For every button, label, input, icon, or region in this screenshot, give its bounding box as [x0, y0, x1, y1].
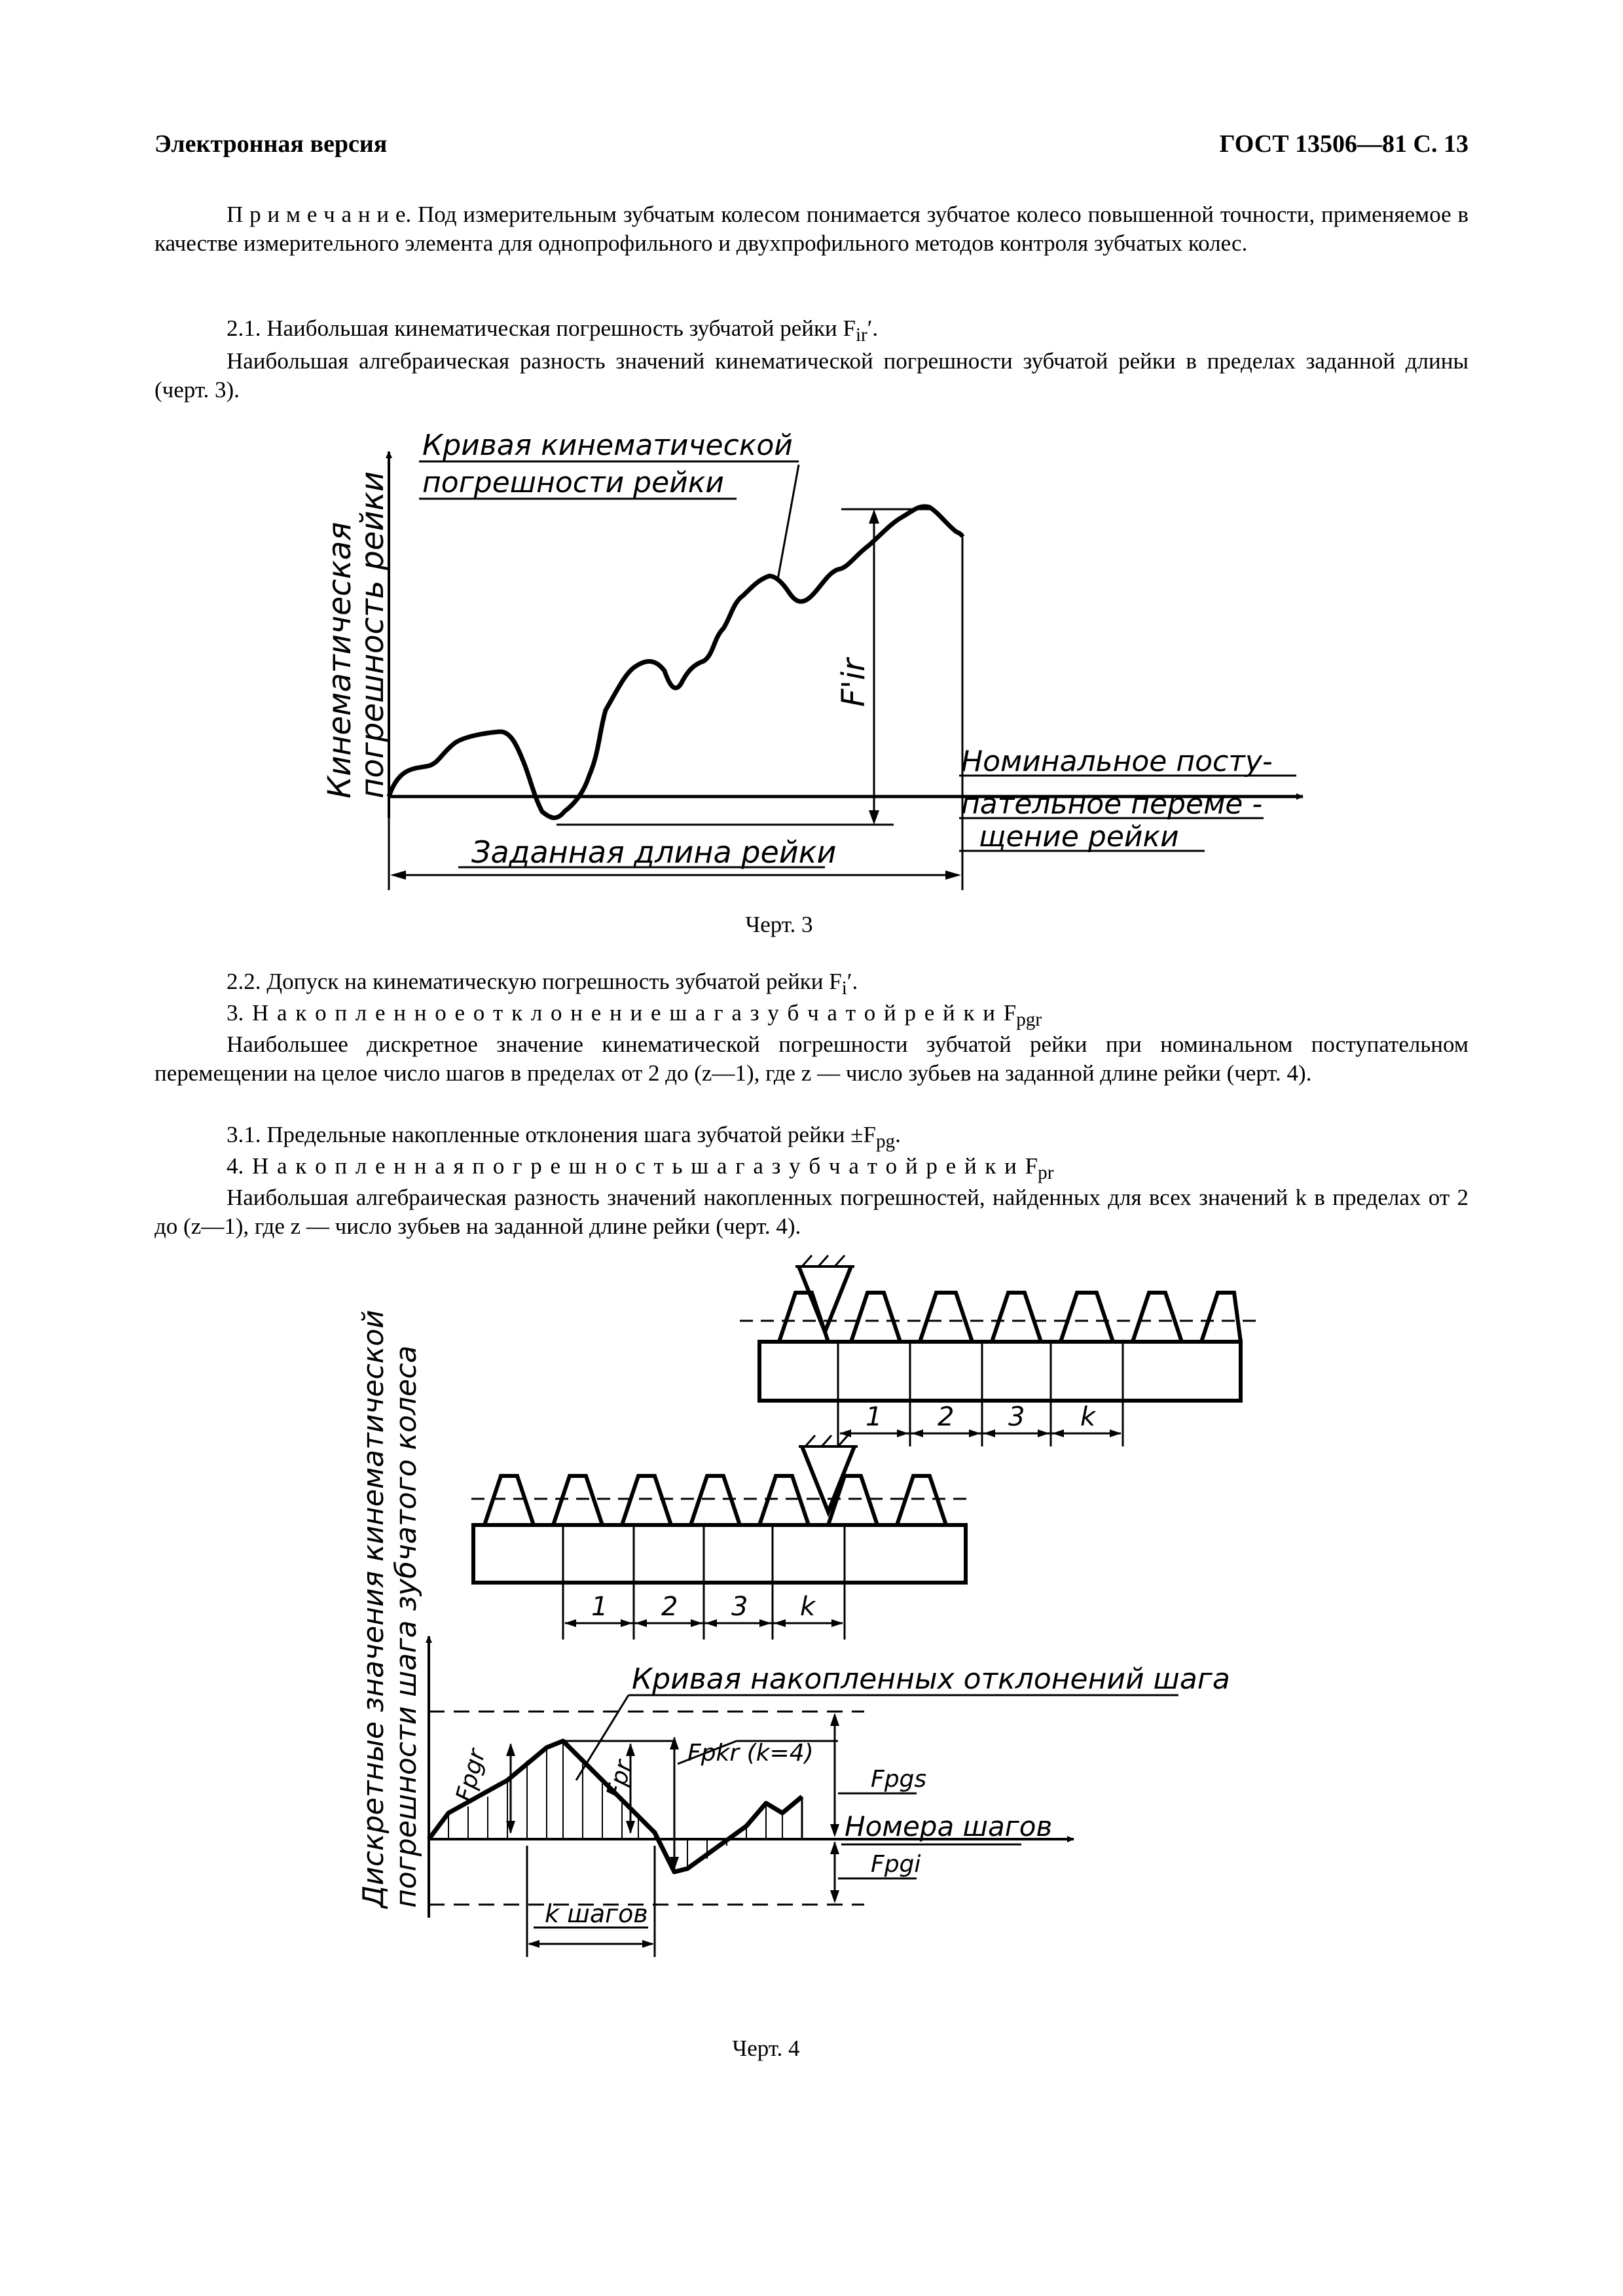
fig4-lower-step-2: 2	[661, 1592, 678, 1622]
fig4-curve-label: Кривая накопленных отклонений шага	[632, 1662, 1230, 1696]
fig3-curve-label-1: Кривая кинематической	[422, 429, 793, 462]
fig4-y-label-1: Дискретные значения кинематической	[357, 1310, 390, 1908]
fig4-x-label: Номера шагов	[845, 1810, 1053, 1842]
fig4-upper-probe	[799, 1266, 851, 1332]
fig4-y-label-2: погрешности шага зубчатого колеса	[390, 1345, 423, 1908]
section-3-title: 3. Н а к о п л е н н о е о т к л о н е н и е ш а г а з у б ч а т о й р е й к и $F_{pgr}$	[227, 1000, 1042, 1030]
fig4-fpr-label: Fpr	[602, 1757, 638, 1802]
fig4-fpgr-label: Fpgr	[451, 1746, 491, 1805]
fig4-k-steps-label: k шагов	[545, 1899, 648, 1928]
fig4-fpgs-label: Fpgs	[871, 1766, 927, 1793]
fig3-y-label-2: погрешность рейки	[354, 471, 391, 798]
fig4-lower-teeth	[473, 1476, 966, 1525]
fig3-x-label-3: щение рейки	[979, 820, 1179, 853]
fig4-lower-probe	[802, 1446, 854, 1512]
fig3-fir-label: F'ir	[835, 658, 872, 707]
section-4-definition: Наибольшая алгебраическая разность значений накопленных погрешностей, найденных для всех значений k в пределах от 2 до (z—1), где z — число зубьев на заданной длине рейки (черт. 4).	[155, 1185, 1468, 1239]
note-text: Под измерительным зубчатым колесом понимается зубчатое колесо повышенной точности, применяемое в качестве измерительного элемента для однопрофильного и двухпрофильного методов контроля зубчатых колес.	[155, 202, 1468, 256]
fig3-x-label-1: Номинальное посту-	[961, 745, 1273, 778]
fig4-upper-step-2: 2	[938, 1402, 955, 1432]
fig4-lower-step-3: 3	[731, 1592, 748, 1622]
note-lead: П р и м е ч а н и е.	[227, 202, 412, 227]
fig3-caption: Черт. 3	[745, 912, 813, 937]
section-3-1: 3.1. Предельные накопленные отклонения шага зубчатой рейки $\pm F_{pg}$.	[227, 1122, 901, 1152]
fig4-fpkr-label: Fpkr (k=4)	[687, 1740, 814, 1767]
header-right: ГОСТ 13506—81 С. 13	[1219, 130, 1468, 158]
section-2-1: 2.1. Наибольшая кинематическая погрешность зубчатой рейки $F_{ir}'$.	[227, 315, 879, 346]
fig4-lower-step-1: 1	[591, 1592, 608, 1622]
section-4-title: 4. Н а к о п л е н н а я п о г р е ш н о с т ь ш а г а з у б ч а т о й р е й к и $F_{pr}$	[227, 1153, 1054, 1183]
fig4-upper-rack-body	[759, 1342, 1241, 1401]
fig4-upper-step-3: 3	[1008, 1402, 1025, 1432]
section-2-1-definition: Наибольшая алгебраическая разность значений кинематической погрешности зубчатой рейки в пределах заданной длины (черт. 3).	[155, 348, 1468, 403]
fig4-upper-step-1: 1	[866, 1402, 883, 1432]
fig4-caption: Черт. 4	[732, 2036, 800, 2061]
fig4-fpgi-label: Fpgi	[871, 1851, 921, 1878]
section-3-definition: Наибольшее дискретное значение кинематической погрешности зубчатой рейки при номинальном поступательном перемещении на целое число шагов в пределах от 2 до (z—1), где z — число зубьев на заданной длине рейки (черт. 4).	[155, 1031, 1468, 1086]
fig3-y-label-1: Кинематическая	[321, 522, 358, 798]
section-2-2: 2.2. Допуск на кинематическую погрешность зубчатой рейки $F_i'$.	[227, 969, 858, 999]
fig3-length-label: Заданная длина рейки	[471, 834, 837, 870]
fig3-x-label-2: пательное переме -	[961, 787, 1263, 821]
fig4-upper-step-k: k	[1080, 1402, 1096, 1432]
fig3-curve-label-2: погрешности рейки	[422, 466, 724, 499]
fig4-lower-step-k: k	[800, 1592, 816, 1622]
header-left: Электронная версия	[155, 130, 388, 158]
fig4-lower-rack-body	[473, 1525, 966, 1583]
